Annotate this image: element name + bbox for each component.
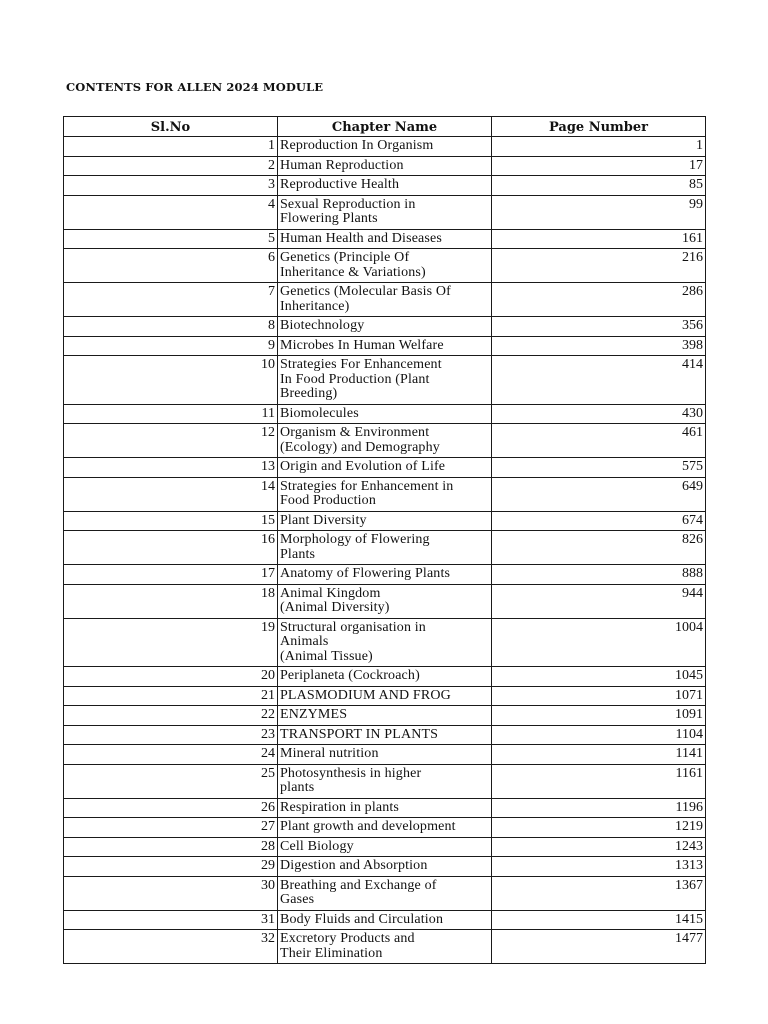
serial-number-cell: 10 bbox=[64, 356, 278, 405]
table-row bbox=[64, 317, 706, 337]
chapter-name-cell: PLASMODIUM AND FROG bbox=[278, 686, 492, 706]
page-number-cell: 1219 bbox=[492, 818, 706, 838]
page-number-cell: 1104 bbox=[492, 725, 706, 745]
table-row bbox=[64, 249, 706, 283]
page-number-cell: 1243 bbox=[492, 837, 706, 857]
chapter-name-cell: Morphology of Flowering Plants bbox=[278, 531, 492, 565]
serial-number-cell: 2 bbox=[64, 156, 278, 176]
table-row bbox=[64, 930, 706, 964]
serial-number-cell: 21 bbox=[64, 686, 278, 706]
serial-number-cell: 20 bbox=[64, 667, 278, 687]
page-number-cell: 161 bbox=[492, 229, 706, 249]
table-row bbox=[64, 336, 706, 356]
serial-number-cell: 14 bbox=[64, 477, 278, 511]
serial-number-cell: 4 bbox=[64, 195, 278, 229]
table-row bbox=[64, 283, 706, 317]
chapter-name-cell: Organism & Environment (Ecology) and Demography bbox=[278, 424, 492, 458]
chapter-name-cell: Body Fluids and Circulation bbox=[278, 910, 492, 930]
table-row bbox=[64, 686, 706, 706]
page-number-cell: 575 bbox=[492, 458, 706, 478]
table-row bbox=[64, 424, 706, 458]
page-number-cell: 1141 bbox=[492, 745, 706, 765]
chapter-name-cell: Origin and Evolution of Life bbox=[278, 458, 492, 478]
page-number-cell: 414 bbox=[492, 356, 706, 405]
table-row bbox=[64, 910, 706, 930]
chapter-name-cell: Biomolecules bbox=[278, 404, 492, 424]
table-row bbox=[64, 667, 706, 687]
serial-number-cell: 13 bbox=[64, 458, 278, 478]
serial-number-cell: 25 bbox=[64, 764, 278, 798]
serial-number-cell: 8 bbox=[64, 317, 278, 337]
chapter-name-cell: Reproduction In Organism bbox=[278, 137, 492, 157]
serial-number-cell: 22 bbox=[64, 706, 278, 726]
page-number-cell: 1367 bbox=[492, 876, 706, 910]
contents-table bbox=[63, 116, 706, 964]
serial-number-cell: 11 bbox=[64, 404, 278, 424]
chapter-name-cell: Microbes In Human Welfare bbox=[278, 336, 492, 356]
table-row bbox=[64, 618, 706, 667]
serial-number-cell: 23 bbox=[64, 725, 278, 745]
page-number-cell: 1196 bbox=[492, 798, 706, 818]
chapter-name-cell: Respiration in plants bbox=[278, 798, 492, 818]
serial-number-cell: 32 bbox=[64, 930, 278, 964]
chapter-name-cell: Biotechnology bbox=[278, 317, 492, 337]
page-number-cell: 356 bbox=[492, 317, 706, 337]
serial-number-cell: 29 bbox=[64, 857, 278, 877]
table-row bbox=[64, 584, 706, 618]
chapter-name-cell: Periplaneta (Cockroach) bbox=[278, 667, 492, 687]
table-row bbox=[64, 458, 706, 478]
chapter-name-cell: Anatomy of Flowering Plants bbox=[278, 565, 492, 585]
table-row bbox=[64, 156, 706, 176]
table-row bbox=[64, 195, 706, 229]
serial-number-cell: 30 bbox=[64, 876, 278, 910]
serial-number-cell: 28 bbox=[64, 837, 278, 857]
table-row bbox=[64, 176, 706, 196]
chapter-name-cell: Strategies For Enhancement In Food Production (Plant Breeding) bbox=[278, 356, 492, 405]
chapter-name-cell: Reproductive Health bbox=[278, 176, 492, 196]
serial-number-cell: 27 bbox=[64, 818, 278, 838]
serial-number-cell: 31 bbox=[64, 910, 278, 930]
table-row bbox=[64, 531, 706, 565]
serial-number-cell: 9 bbox=[64, 336, 278, 356]
chapter-name-cell: Strategies for Enhancement in Food Production bbox=[278, 477, 492, 511]
table-row bbox=[64, 229, 706, 249]
header-sl-no: Sl.No bbox=[64, 117, 278, 137]
serial-number-cell: 6 bbox=[64, 249, 278, 283]
page-number-cell: 1415 bbox=[492, 910, 706, 930]
chapter-name-cell: Human Health and Diseases bbox=[278, 229, 492, 249]
page-number-cell: 286 bbox=[492, 283, 706, 317]
page-number-cell: 1477 bbox=[492, 930, 706, 964]
table-row bbox=[64, 477, 706, 511]
page-number-cell: 398 bbox=[492, 336, 706, 356]
table-row bbox=[64, 706, 706, 726]
header-chapter-name: Chapter Name bbox=[278, 117, 492, 137]
page-number-cell: 944 bbox=[492, 584, 706, 618]
table-row bbox=[64, 745, 706, 765]
table-row bbox=[64, 798, 706, 818]
chapter-name-cell: Excretory Products and Their Elimination bbox=[278, 930, 492, 964]
chapter-name-cell: Plant Diversity bbox=[278, 511, 492, 531]
page-number-cell: 99 bbox=[492, 195, 706, 229]
header-page-number: Page Number bbox=[492, 117, 706, 137]
serial-number-cell: 15 bbox=[64, 511, 278, 531]
page-number-cell: 430 bbox=[492, 404, 706, 424]
chapter-name-cell: Sexual Reproduction in Flowering Plants bbox=[278, 195, 492, 229]
serial-number-cell: 16 bbox=[64, 531, 278, 565]
serial-number-cell: 19 bbox=[64, 618, 278, 667]
page-number-cell: 1045 bbox=[492, 667, 706, 687]
serial-number-cell: 7 bbox=[64, 283, 278, 317]
serial-number-cell: 26 bbox=[64, 798, 278, 818]
serial-number-cell: 24 bbox=[64, 745, 278, 765]
page-number-cell: 826 bbox=[492, 531, 706, 565]
page-number-cell: 85 bbox=[492, 176, 706, 196]
chapter-name-cell: ENZYMES bbox=[278, 706, 492, 726]
table-row bbox=[64, 511, 706, 531]
chapter-name-cell: Digestion and Absorption bbox=[278, 857, 492, 877]
page-number-cell: 1 bbox=[492, 137, 706, 157]
page-number-cell: 216 bbox=[492, 249, 706, 283]
chapter-name-cell: Breathing and Exchange of Gases bbox=[278, 876, 492, 910]
chapter-name-cell: Structural organisation in Animals (Animal Tissue) bbox=[278, 618, 492, 667]
table-row bbox=[64, 837, 706, 857]
chapter-name-cell: Genetics (Molecular Basis Of Inheritance) bbox=[278, 283, 492, 317]
page-number-cell: 1004 bbox=[492, 618, 706, 667]
table-row bbox=[64, 876, 706, 910]
table-row bbox=[64, 818, 706, 838]
table-row bbox=[64, 565, 706, 585]
chapter-name-cell: Plant growth and development bbox=[278, 818, 492, 838]
table-row bbox=[64, 857, 706, 877]
table-header-row bbox=[64, 117, 706, 137]
serial-number-cell: 5 bbox=[64, 229, 278, 249]
table-row bbox=[64, 137, 706, 157]
serial-number-cell: 3 bbox=[64, 176, 278, 196]
page-number-cell: 1313 bbox=[492, 857, 706, 877]
page-number-cell: 1091 bbox=[492, 706, 706, 726]
page-title: CONTENTS FOR ALLEN 2024 MODULE bbox=[66, 80, 324, 94]
chapter-name-cell: Cell Biology bbox=[278, 837, 492, 857]
table-row bbox=[64, 404, 706, 424]
page-number-cell: 674 bbox=[492, 511, 706, 531]
table-row bbox=[64, 356, 706, 405]
chapter-name-cell: Human Reproduction bbox=[278, 156, 492, 176]
table-row bbox=[64, 725, 706, 745]
serial-number-cell: 12 bbox=[64, 424, 278, 458]
table-row bbox=[64, 764, 706, 798]
chapter-name-cell: Genetics (Principle Of Inheritance & Variations) bbox=[278, 249, 492, 283]
chapter-name-cell: Mineral nutrition bbox=[278, 745, 492, 765]
table-body bbox=[64, 137, 706, 964]
page-number-cell: 649 bbox=[492, 477, 706, 511]
page-number-cell: 461 bbox=[492, 424, 706, 458]
chapter-name-cell: Photosynthesis in higher plants bbox=[278, 764, 492, 798]
serial-number-cell: 17 bbox=[64, 565, 278, 585]
page-number-cell: 1071 bbox=[492, 686, 706, 706]
page-number-cell: 17 bbox=[492, 156, 706, 176]
page-number-cell: 1161 bbox=[492, 764, 706, 798]
page-number-cell: 888 bbox=[492, 565, 706, 585]
chapter-name-cell: TRANSPORT IN PLANTS bbox=[278, 725, 492, 745]
serial-number-cell: 1 bbox=[64, 137, 278, 157]
serial-number-cell: 18 bbox=[64, 584, 278, 618]
chapter-name-cell: Animal Kingdom (Animal Diversity) bbox=[278, 584, 492, 618]
